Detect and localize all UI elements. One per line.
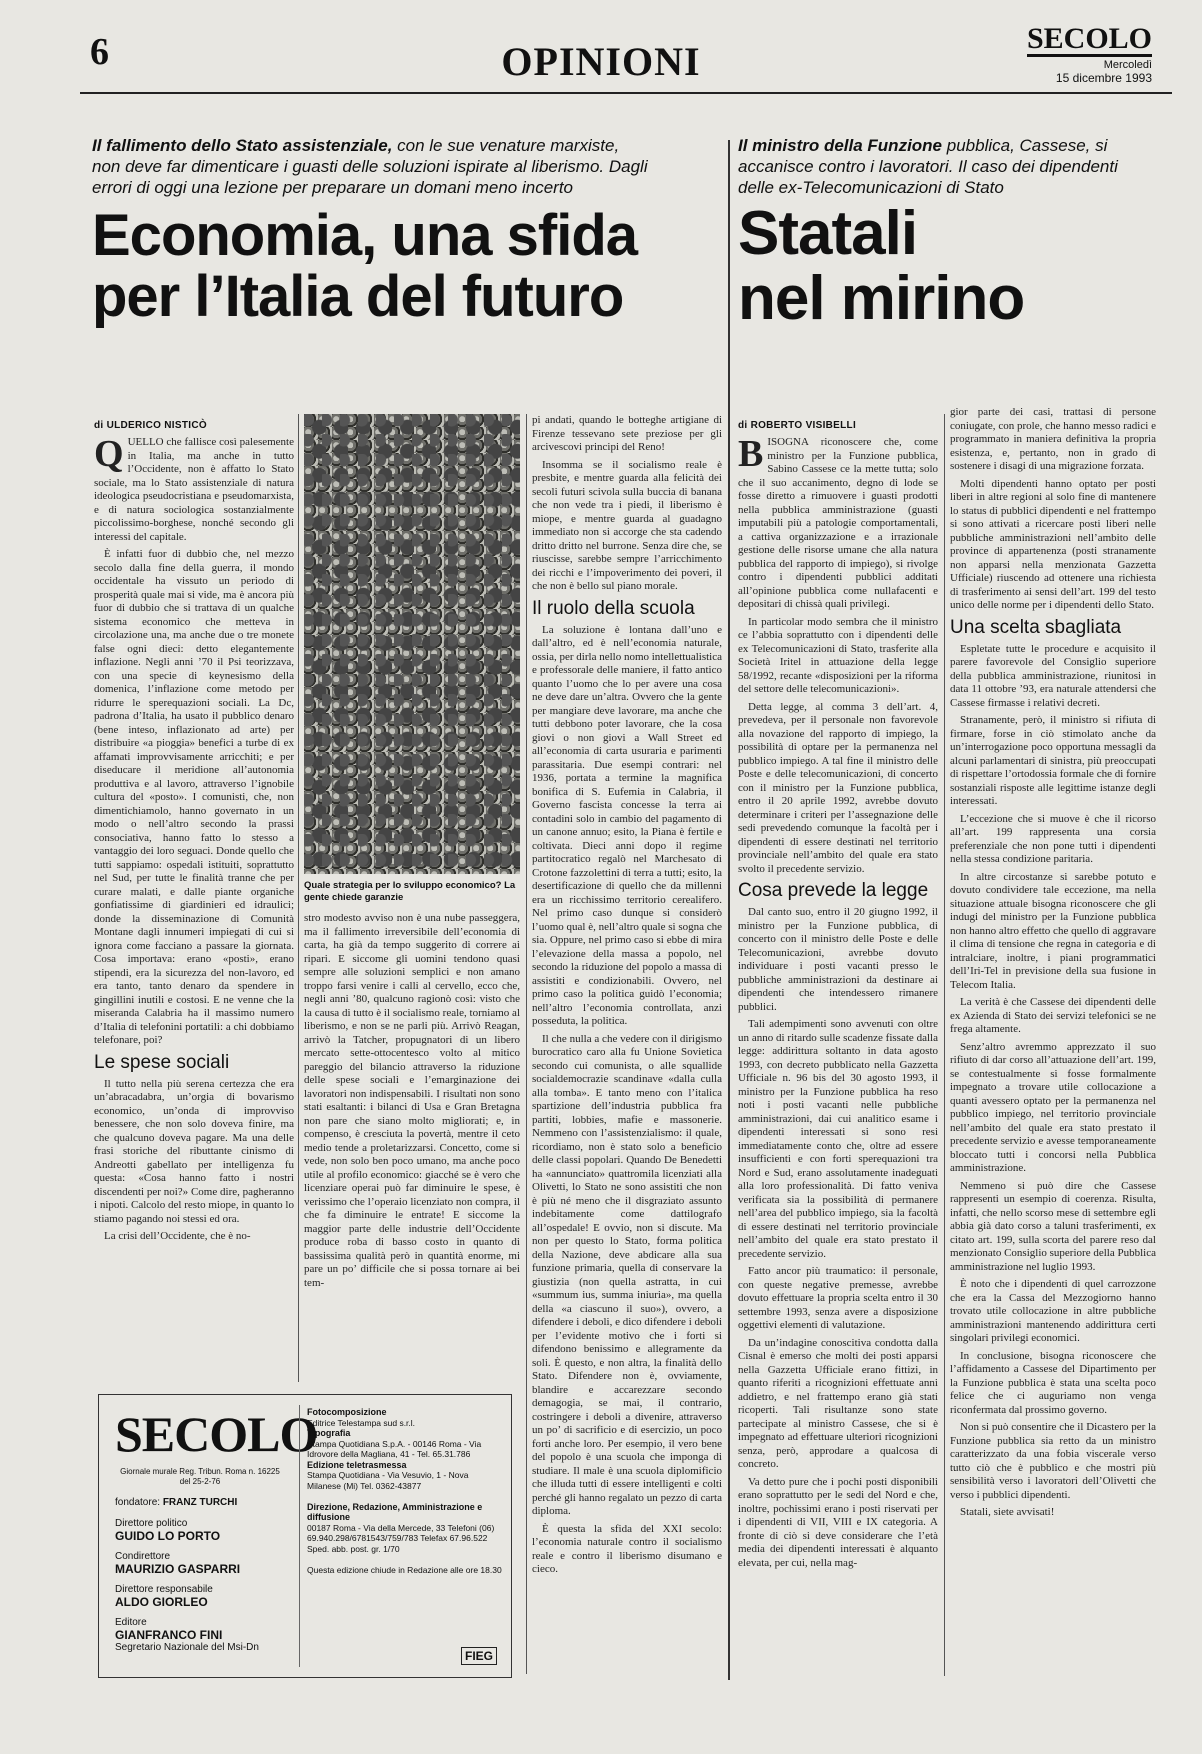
- founder-name: FRANZ TURCHI: [162, 1497, 238, 1508]
- column-rule: [944, 414, 945, 1676]
- right-subhead-legge: Cosa prevede la legge: [738, 880, 929, 901]
- right-colB-p8: Senz’altro avremmo apprezzato il suo rifiuto di dar corso all’attuazione dell’art. 199, se contestualmente si fosse formalmente impegnato a trovare utile collocazione a quanti avessero optato per la permanenza nel pubblico impiego, nel territorio provinciale nell’ambito del quale era stato prestato il precedente servizio e avesse temporaneamente bloccato tutti i concorsi nella Pubblica amministrazione.: [950, 1040, 1156, 1174]
- left-headline-1: Economia, una sfida: [92, 203, 637, 268]
- codirector-label: Condirettore: [115, 1551, 171, 1562]
- left-kicker-rest: con le sue venature marxiste, non deve far dimenticare i guasti delle soluzioni ispirate al liberismo. Dagli errori di oggi una lezione per preparare un domani meno incerto: [92, 136, 648, 197]
- right-kicker-rest: pubblica, Cassese, si accanisce contro i lavoratori. Il caso dei dipendenti delle ex-Telecomunicazioni di Stato: [738, 136, 1118, 197]
- resp-name: ALDO GIORLEO: [115, 1595, 208, 1609]
- imprint-production: [307, 1407, 503, 1575]
- editor-name: GIANFRANCO FINI: [115, 1628, 223, 1642]
- masthead-day: Mercoledì: [1103, 59, 1152, 71]
- founder-label: fondatore: FRANZ TURCHI: [115, 1497, 238, 1508]
- tipo-text: Stampa Quotidiana S.p.A. - 00146 Roma - Via Idrovore della Magliana, 41 - Tel. 65.31.786: [307, 1438, 482, 1459]
- imprint-separator: [299, 1405, 300, 1667]
- left-article-header: [92, 135, 652, 330]
- tele-label: Edizione teletrasmessa: [307, 1459, 407, 1470]
- left-col3-p2: Insomma se il socialismo reale è presbite, e mentre guarda alla felicità dei secoli futuri scivola sulla buccia di banana che non vede tra i piedi, il liberismo è miope, e mentre guarda al guadagno immediato non si accorge che sta cadendo dritto dritto nel burrone. Senza dire che, se riuscisse, sarebbe sempre l’arricchimento dei ricchi e l’impoverimento dei poveri, il che non è bello sul piano morale.: [532, 458, 722, 592]
- masthead-logo: SECOLO: [1026, 22, 1152, 55]
- dir-text: 00187 Roma - Via della Mercede, 33 Telefoni (06) 69.940.298/6781543/759/783 Telefax 67.96.522 Sped. abb. post. gr. 1/70: [307, 1522, 495, 1554]
- right-colA-p6: Fatto ancor più traumatico: il personale, con queste negative premesse, avrebbe dovuto effettuare la propria scelta entro il 30 settembre 1993, senza avere a disposizione oggettivi elementi di valutazione.: [738, 1265, 938, 1331]
- right-subhead-scelta: Una scelta sbagliata: [950, 616, 1122, 638]
- photo-caption: Quale strategia per lo sviluppo economico? La gente chiede garanzie: [304, 880, 516, 903]
- article-divider: [728, 140, 730, 1680]
- imprint-logo: SECOLO: [115, 1406, 318, 1462]
- masthead-date: 15 dicembre 1993: [1055, 71, 1152, 85]
- closing-text: Questa edizione chiude in Redazione alle ore 18.30: [307, 1564, 502, 1575]
- column-rule: [526, 414, 527, 1674]
- section-title: OPINIONI: [501, 39, 701, 84]
- left-col3-p4: Il che nulla a che vedere con il dirigismo burocratico caro alla fu Unione Sovietica secondo cui comunista, o alle squallide socialdemocrazie scandinave «dalla culla alla tomba». E tanto meno con l’italica spartizione dell’industria pubblica fra partiti, lobbies, mafie e massonerie. Nemmeno con l’assistenzialismo: il quale, ricordiamo, non è stato solo a beneficio delle classi popolari. Quando De Benedetti ha «annunciato» quattromila licenziati alla Olivetti, lo Stato ne sono assistiti che non è più né meno che il disgraziato assunto indebitamente come dattilografo all’ospedale! E ovvio, non si discute. Ma non per questo lo Stato, forma politica della Nazione, deve abdicare alla sua funzione primaria, quella di conservare la giustizia (non quella astratta, in cui «summum ius, summa iniuria», ma quella della «a ciascuno il suo»), ovvero, a difendere i deboli, e dico difendere i deboli per l’evidente motivo che i forti si difendono benissimo e allegramente da soli. È questo, e non altra, la finalità dello Stato. Difendere non è, ovviamente, blandire e accarezzare secondo demagogia, se mai, il contrario, costringere i deboli a divenire, attraverso un po’ di sacrificio e di esercizio, un poco forti anche loro. Per esempio, il vero bene del popolo è una scuola che imponga di studiare. Il male è una scuola diplomificio che illuda tutti di essere intelligenti e colti perché gli hanno regalato un pezzo di carta diploma.: [532, 1032, 722, 1517]
- right-colA-p7: Da un’indagine conoscitiva condotta dalla Cisnal è emerso che molti dei posti apparsi nella Gazzetta Ufficiale erano fittizi, in quanto riferiti a ricognizioni effettuate anni addietro, e nel frattempo erano già stati ricoperti. Tali risultanze sono state partecipate al ministro Cassese, che si è impegnato ad effettuare ulteriori ricognizioni senza, però, approdare a qualcosa di concreto.: [738, 1336, 938, 1470]
- right-col-2: [950, 406, 1156, 1676]
- editor-role: Segretario Nazionale del Msi-Dn: [115, 1642, 259, 1653]
- left-col1-intro: UELLO che fallisce così palesemente in Italia, ma anche in tutto l’Occidente, non è affatto lo Stato sociale, ma lo Stato assistenziale di natura ideologica pseudocristiana e pseudomarxista, e di natura sociologica sostanzialmente piccolissimo-borghese, nonché secondo gli interessi del capitale.: [94, 436, 294, 543]
- left-col3-p1: pi andati, quando le botteghe artigiane di Firenze tessevano sete preziose per gli arcivescovi principi del Reno!: [532, 414, 722, 453]
- right-colB-p6: In altre circostanze si sarebbe potuto e dovuto condividere tale eccezione, ma nella situazione attuale bisogna riconoscere che gli indugi del ministro per la Funzione pubblica non hanno altro effetto che quello di aggravare il clima di tensione che regna in categoria e di intralciare, inoltre, i piani programmatici dell’Iri-Tel in previsione della sua fusione in Telecom Italia.: [950, 870, 1156, 991]
- right-kicker: [738, 135, 1158, 198]
- right-colA-p8: Va detto pure che i pochi posti disponibili erano soprattutto per le sedi del Nord e che, inoltre, pochissimi erano i posti riservati per i dipendenti di VII, VIII e IX categoria. A fronte di ciò si deve considerare che l’età media dei dipendenti interessati è alquanto elevata, per cui, nella mag-: [738, 1475, 938, 1569]
- left-col1-p3: Il tutto nella più serena certezza che era un’abracadabra, un’orgia di bovarismo economico, un’onda di improvviso benessere, che non solo doveva finire, ma che qualcuno doveva pagare. Ma una delle frasi storiche del ributtante cinismo di Andreotti gabellato per intelligenza fu questa: «Cosa hanno fatto i nostri discendenti per noi?» Come dire, pagheranno i nipoti. Calcolo del resto miope, in quanto lo stiamo pagando noi stessi ed ora.: [94, 1077, 294, 1225]
- right-colB-p13: Statali, siete avvisati!: [960, 1506, 1055, 1518]
- page-number: 6: [90, 31, 109, 73]
- left-col-1: [94, 436, 294, 1516]
- right-colB-p3: Espletate tutte le procedure e acquisito il parere favorevole del Consiglio superiore della pubblica amministrazione, riunitosi in data 11 ottobre ’93, era naturale attendersi che Cassese firmasse i relativi decreti.: [950, 642, 1156, 709]
- left-subhead-spese: Le spese sociali: [94, 1051, 230, 1073]
- left-kicker-bold: Il fallimento dello Stato assistenziale,: [92, 136, 393, 155]
- left-headline-2: per l’Italia del futuro: [92, 264, 624, 330]
- right-colB-p7: La verità è che Cassese dei dipendenti delle ex Azienda di Stato dei servizi telefonici se ne frega altamente.: [950, 996, 1156, 1035]
- right-colA-intro: ISOGNA riconoscere che, come ministro per la Funzione pubblica, Sabino Cassese ce la mette tutta; solo che il suo accanimento, degno di lode se fosse diretto a rimuovere i guasti prodotti nella pubblica amministrazione (guasti imputabili più a patologie comportamentali, a cattiva organizzazione e a irrazionale gestione delle risorse umane che alla natura pubblica del rapporto di impiego), si rivolge contro i dipendenti pubblici additati all’opinione pubblica come nullafacenti e depositari di chissà quali privilegi.: [738, 436, 938, 610]
- right-colA-p4: Dal canto suo, entro il 20 giugno 1992, il ministro per la Funzione pubblica, di concerto con il ministro delle Poste e delle Telecomunicazioni, avrebbe dovuto individuare i posti vacanti presso le pubbliche amministrazioni da destinare ai dipendenti che intendessero rimanere pubblici.: [738, 906, 938, 1013]
- director-name: GUIDO LO PORTO: [115, 1529, 221, 1543]
- imprint-tagline: Giornale murale Reg. Tribun. Roma n. 16225 del 25-2-76: [120, 1467, 280, 1486]
- right-colA-p3: Detta legge, al comma 3 dell’art. 4, prevedeva, per il personale non favorevole alla novazione del rapporto di impiego, la possibilità di optare per la permanenza nel pubblico impiego. A tal fine il ministro delle Poste e delle telecomunicazioni, di concerto con il ministro per la Funzione pubblica, entro il 20 aprile 1992, avrebbe dovuto determinare i criteri per l’assegnazione delle sedi prevedendo comunque la facoltà per i dipendenti di essere destinati nel territorio provinciale nell’ambito del quale era stato svolto il precedente servizio.: [738, 700, 938, 875]
- left-col3-p5: È questa la sfida del XXI secolo: l’economia naturale contro il socialismo reale e contro il liberismo disumano e cieco.: [532, 1522, 722, 1575]
- right-colB-p10: È noto che i dipendenti di quel carrozzone che era la Cassa del Mezzogiorno hanno trovato utile collocazione in altre pubbliche amministrazioni mantenendo addirittura certi singolari privilegi economici.: [950, 1278, 1156, 1344]
- right-colB-p5: L’eccezione che si muove è che il ricorso all’art. 199 rappresenta una corsia preferenziale che non pone tutti i dipendenti nella stessa condizione paritaria.: [950, 812, 1156, 865]
- crowd-photo: [304, 414, 520, 874]
- left-subhead-scuola: Il ruolo della scuola: [532, 597, 695, 619]
- left-col3-p3: La soluzione è lontana dall’uno e dall’altro, ed è nell’economia naturale, ossia, per dirla nello nomo intellettualistica e professorale delle maniere, il fatto antico quanto l’uomo che lo per avere una cosa ne deve dare un’altra. Ovvero che la gente per mangiare deve lavorare, ma anche che tutti debbono poter lavorare, che la cosa giovi o non giovi a Wall Street ed all’economia di carta usuraria e parimenti parassitaria. Due esempi contrari: nel 1936, portata a termine la magnifica bonifica di S. Eufemia in Calabria, il Governo fascista concesse la terra ai contadini solo in cambio del pagamento di un canone annuo; esito, la Piana è fertile e coltivata. Dieci anni dopo il regime partitocratico regalò nel Marchesato di Crotone fazzolettini di terra a tutti; esito, la desertificazione di quello che da millenni era un ricchissimo territorio cerealifero. Nel primo caso dunque si considerò l’uomo qual è, nell’altro quale si sogna che sia. Oppure, nel primo caso si ebbe di mira l’elevazione della massa a popolo, nel secondo la riduzione del popolo a massa di assistiti e condizionabili. Ovvero, nel primo caso la politica guidò l’economia; nell’altro l’economia controllata, anzi posseduta, la politica.: [532, 623, 722, 1027]
- right-colA-p2: In particolar modo sembra che il ministro ce l’abbia soprattutto con i dipendenti delle ex Telecomunicazioni di Stato, trasferite alla Società Iritel in attuazione della legge 58/1992, recante «disposizioni per la riforma del settore delle telecomunicazioni».: [738, 615, 938, 695]
- header-rule: [80, 92, 1172, 94]
- resp-label: Direttore responsabile: [115, 1584, 213, 1595]
- right-colB-p1: gior parte dei casi, trattasi di persone coniugate, con prole, che hanno messo radici e programmato in maniera definitiva la propria esistenza, e, pertanto, non in grado di sostenere i disagi di una migrazione forzata.: [950, 406, 1156, 472]
- imprint-box: [98, 1394, 512, 1678]
- foto-text: Editrice Telestampa sud s.r.l.: [307, 1417, 416, 1428]
- masthead: [1027, 24, 1152, 85]
- right-colB-p11: In conclusione, bisogna riconoscere che l’affidamento a Cassese del Dipartimento per la Funzione pubblica è stata una scelta poco felice che ci auguriamo non venga riconfermata dal prossimo governo.: [950, 1349, 1156, 1416]
- right-headline-1: Statali: [738, 199, 918, 268]
- fieg-logo: FIEG: [461, 1647, 497, 1665]
- left-kicker: [92, 135, 652, 198]
- right-kicker-bold: Il ministro della Funzione: [738, 136, 943, 155]
- left-drop-cap: Q: [94, 436, 124, 475]
- imprint-staff: [115, 1497, 287, 1653]
- right-colB-p12: Non si può consentire che il Dicastero per la Funzione pubblica sia retto da un ministro caratterizzato da una fobia viscerale verso tutto ciò che è pubblico e che mostri più sensibilità verso i lavoratori dell’Olivetti che verso i pubblici dipendenti.: [950, 1421, 1156, 1501]
- director-label: Direttore politico: [115, 1518, 188, 1529]
- tele-text: Stampa Quotidiana - Via Vesuvio, 1 - Nova Milanese (Mi) Tel. 0362-43877: [307, 1470, 469, 1491]
- column-rule: [298, 414, 299, 1382]
- left-col-2: [304, 912, 520, 1382]
- tipo-label: Tipografia: [307, 1428, 351, 1438]
- right-article-header: [738, 135, 1158, 334]
- right-colB-p9: Nemmeno si può dire che Cassese rappresenti un esempio di coerenza. Risulta, infatti, che nello scorso mese di settembre egli abbia già dato corso a taluni trasferimenti, ex citato art. 199, sulla scorta del parere reso dal menzionato Consiglio superiore della Pubblica amministrazione nel luglio 1993.: [950, 1179, 1156, 1273]
- left-col1-p2: È infatti fuor di dubbio che, nel mezzo secolo dalla fine della guerra, il mondo occidentale ha vissuto un periodo di prosperità quale mai si vide, ma è ancora più fuor di dubbio che si trattava di un qualche sistema economico che metteva in circolazione una, ma anche due o tre monete false ogni dieci: detto elegantemente inflazione. Negli anni ’70 il Psi teorizzava, con una specie di keynesismo della domenica, l’inflazione come metodo per ridurre le sperequazioni sociali. La Dc, padrona d’Italia, ha usato il pubblico denaro (bene inteso, inflazionato ad arte) per distribuire «a pioggia» benefici a turbe di ex affamati improvvisamente arricchiti; e per diseducare il meridione all’autonomia produttiva e al lavoro, attraverso l’ignobile cultura del «posto». I comunisti, che, non dimentichiamolo, hanno governato in un modo o nell’altro secondo la prassi consociativa, hanno fatto lo stesso a vantaggio dei loro seguaci. Donde quello che tutti sappiamo: ospedali istituiti, soprattutto nel Sud, per tutte le finalità tranne che per curare malati, e dalle piante organiche gonfiatissime di giardinieri ed idraulici; donde la disseminazione di Comunità Montane dagli innumeri impiegati di cui si ignora come facciano a passare la giornata. Cosa importava: erano «posti», erano stipendi, era la sicurezza del non-lavoro, ed era tanto, tanto denaro da spendere in gingillini inutili e costosi. E ne venne che la miseranda Calabria ha il massimo numero d’Italia di telefonini portatili: a chi dobbiamo telefonare, poi?: [94, 548, 294, 1046]
- left-byline: di ULDERICO NISTICÒ: [94, 420, 207, 431]
- right-colB-p4: Stranamente, però, il ministro si rifiuta di firmare, forse in ciò stimolato anche da un’interrogazione poco opportuna messagli da alcuni parlamentari di sinistra, più preoccupati di rispettare l’ortodossia formale che di fornire sostanziali risposte alle legittime istanze degli interessati.: [950, 714, 1156, 807]
- right-colB-p2: Molti dipendenti hanno optato per posti liberi in altre regioni al solo fine di mantenere lo status di pubblici dipendenti e nel frattempo si sono attivati a ricercare posti liberi nelle pubbliche amministrazioni nell’ambito delle province di appartenenza (posti stranamente non apparsi nella menzionata Gazzetta Ufficiale) riuscendo ad ottenere una richiesta di trasferimento ai sensi dell’art. 199 del testo unico delle norme per i dipendenti dello Stato.: [950, 477, 1156, 611]
- left-col1-p4: La crisi dell’Occidente, che è no-: [104, 1230, 251, 1242]
- dir-label: Direzione, Redazione, Amministrazione e diffusione: [307, 1501, 483, 1522]
- right-col-1: [738, 436, 938, 1676]
- right-byline: di ROBERTO VISIBELLI: [738, 420, 857, 431]
- left-col-3: [532, 414, 722, 1676]
- codirector-name: MAURIZIO GASPARRI: [115, 1562, 241, 1576]
- right-drop-cap: B: [738, 436, 764, 475]
- right-colA-p5: Tali adempimenti sono avvenuti con oltre un anno di ritardo sulle scadenze fissate dalla legge: addirittura soltanto in data agosto 1993, con decreto pubblicato nella Gazzetta Ufficiale n. 96 bis del 30 agosto 1993, il ministro per la Funzione pubblica ha reso noti i posti vacanti nelle pubbliche amministrazioni, dai cui analitico esame i dipendenti interessati si sono resi immediatamente conto che, oltre ad essere insufficienti e con forti sperequazioni tra Nord e Sud, erano assolutamente inadeguati alla loro professionalità. Di fatto veniva verificata sia la possibilità di permanere nell’area del pubblico impiego, sia la facoltà di essere destinati nel territorio provinciale nell’ambito del quale era stato prestato il precedente servizio.: [738, 1018, 938, 1260]
- editor-label: Editore: [115, 1617, 147, 1628]
- left-col2-text: stro modesto avviso non è una nube passeggera, ma il fallimento irreversibile dell’economia di carta, ha già da tempo suggerito di correre ai ripari. E siccome gli uomini tendono quasi sempre alle soluzioni semplici e non amano troppo farsi venire i calli al cervello, ecco che, negli anni ’80, qualcuno ragionò così: visto che la causa di tutto è il socialismo reale, torniamo al liberismo, e non se ne parli più. Arrivò Reagan, arrivò la Tatcher, propugnatori di un libero mercato sette-ottocentesco volto al mitico pareggio del bilancio attraverso la riduzione delle spese sociali e l’emarginazione dei lavoratori non indispensabili. I risultati non sono stati esaltanti: i bilanci di Usa e Gran Bretagna non pare che siano molto migliorati; e, in compenso, è cresciuta la povertà, mentre il ceto medio tende a proletarizzarsi. Concetto, come si vede, non solo ben poco umano, ma anche poco utile al profilo economico: giacché se è vero che licenziare operai può far diminuire le spese, è verissimo che l’operaio licenziato non compra, il che fa diminuire le entrate! E siccome la maggior parte delle industrie dell’Occidente produce roba di basso costo in quanto di bassissima qualità però in quantità enorme, mi pare un po’ difficile che si possa tornare ai bei tem-: [304, 912, 520, 1289]
- right-headline-2: nel mirino: [738, 264, 1025, 334]
- foto-label: Fotocomposizione: [307, 1407, 387, 1417]
